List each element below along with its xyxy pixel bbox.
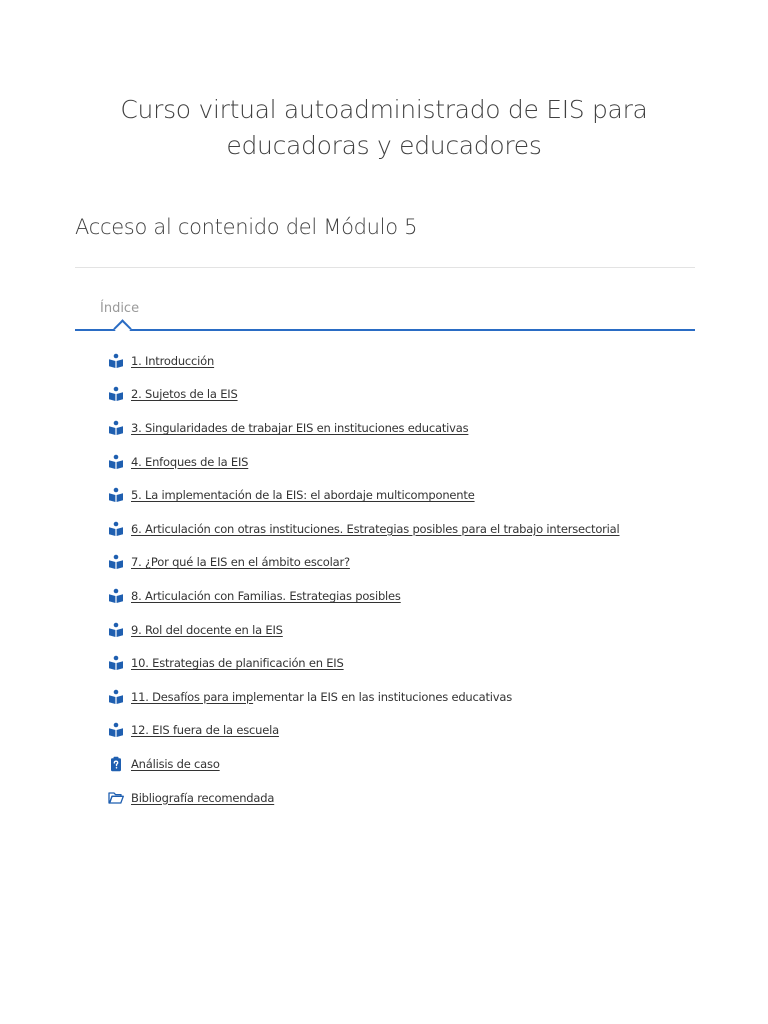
tab-underline	[75, 329, 695, 331]
index-link[interactable]: Análisis de caso	[131, 756, 220, 771]
index-item	[108, 411, 620, 445]
index-link[interactable]: 10. Estrategias de planificación en EIS	[131, 656, 344, 671]
reading-person-icon	[108, 386, 124, 402]
index-link[interactable]: 11. Desafíos para imp	[131, 689, 254, 704]
reading-person-icon	[108, 554, 124, 570]
index-item	[108, 579, 620, 613]
index-item	[108, 613, 620, 647]
reading-person-icon	[108, 353, 124, 369]
index-item	[108, 378, 620, 412]
index-link[interactable]: 2. Sujetos de la EIS	[131, 387, 238, 402]
reading-person-icon	[108, 722, 124, 738]
section-divider	[75, 267, 695, 268]
reading-person-icon	[108, 622, 124, 638]
reading-person-icon	[108, 454, 124, 470]
reading-person-icon	[108, 487, 124, 503]
reading-person-icon	[108, 420, 124, 436]
tab-indice[interactable]: Índice	[100, 301, 140, 316]
index-link[interactable]: 12. EIS fuera de la escuela	[131, 723, 279, 738]
reading-person-icon	[108, 689, 124, 705]
index-item	[108, 680, 620, 714]
index-item	[108, 747, 620, 781]
index-item	[108, 646, 620, 680]
index-link[interactable]: 7. ¿Por qué la EIS en el ámbito escolar?	[131, 555, 350, 570]
course-title: Curso virtual autoadministrado de EIS para educadoras y educadores	[120, 95, 648, 160]
index-link[interactable]: 8. Articulación con Familias. Estrategias posibles	[131, 588, 401, 603]
index-item	[108, 344, 620, 378]
index-item	[108, 546, 620, 580]
index-link[interactable]: 6. Articulación con otras instituciones. Estrategias posibles para el trabajo intersectorial	[131, 521, 620, 536]
index-item-text: lementar la EIS en las instituciones educativas	[253, 689, 513, 704]
index-item	[108, 781, 620, 815]
reading-person-icon	[108, 655, 124, 671]
index-link[interactable]: 9. Rol del docente en la EIS	[131, 622, 283, 637]
tab-active-indicator	[113, 319, 131, 337]
index-link[interactable]: Bibliografía recomendada	[131, 790, 275, 805]
index-list	[108, 344, 620, 814]
index-item	[108, 478, 620, 512]
index-link[interactable]: 3. Singularidades de trabajar EIS en instituciones educativas	[131, 420, 469, 435]
index-item	[108, 512, 620, 546]
index-item	[108, 445, 620, 479]
clipboard-question-icon	[108, 756, 124, 772]
reading-person-icon	[108, 521, 124, 537]
folder-open-icon	[108, 790, 124, 806]
index-item	[108, 714, 620, 748]
index-link[interactable]: 4. Enfoques de la EIS	[131, 454, 249, 469]
reading-person-icon	[108, 588, 124, 604]
index-link[interactable]: 5. La implementación de la EIS: el abordaje multicomponente	[131, 488, 475, 503]
index-link[interactable]: 1. Introducción	[131, 353, 215, 368]
module-title: Acceso al contenido del Módulo 5	[75, 215, 418, 239]
